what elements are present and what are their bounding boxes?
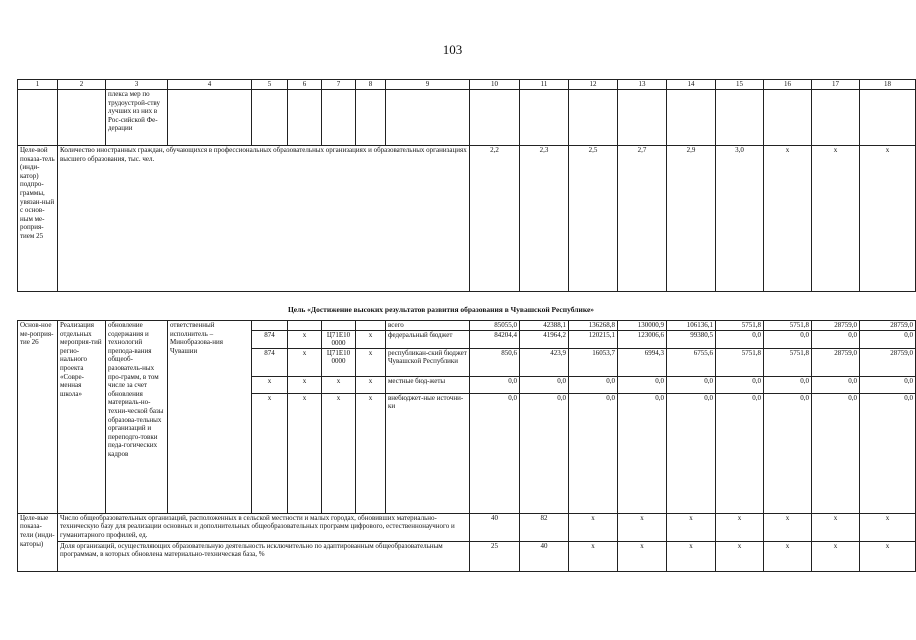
funding-amount: 0,0 [812, 330, 860, 348]
funding-amount: 85055,0 [470, 321, 520, 331]
goal-title: Цель «Достижение высоких результатов развития образования в Чувашской Республике» [287, 305, 595, 314]
measure-content: обновление содержания и технологий препода-вания общеоб-разователь-ных про-грамм, в том числе за счет обновления материаль-но-техни-ческой базы образова-тельных организаций и переподго-товки педа-гогических кадров [106, 321, 168, 514]
funding-amount: 850,6 [470, 348, 520, 376]
indicator-value: 2,2 [470, 146, 520, 292]
column-number: 16 [764, 80, 812, 90]
indicator-value: x [812, 513, 860, 541]
indicator-value: 25 [470, 541, 520, 571]
budget-code: x [288, 393, 322, 513]
funding-amount: 0,0 [716, 330, 764, 348]
funding-amount: 28759,0 [860, 321, 916, 331]
indicator-value: x [716, 513, 764, 541]
indicator-text: Число общеобразовательных организаций, расположенных в сельской местности и малых городах, обновивших материально-техническую базу для реализации основных и дополнительных общеобразовательных программ цифрового, естественнонаучного и гуманитарного профилей, ед. [58, 513, 470, 541]
budget-code [252, 321, 288, 331]
funding-amount: 0,0 [667, 376, 716, 393]
funding-amount: 28759,0 [812, 321, 860, 331]
column-number-header [18, 80, 916, 90]
funding-amount: 0,0 [470, 393, 520, 513]
indicator-value: 82 [520, 513, 569, 541]
column-number: 13 [618, 80, 667, 90]
funding-amount: 0,0 [569, 393, 618, 513]
budget-code: x [288, 376, 322, 393]
indicator-value: x [764, 541, 812, 571]
column-number: 3 [106, 80, 168, 90]
indicator-row [18, 541, 916, 571]
column-number: 2 [58, 80, 106, 90]
funding-amount: 99380,5 [667, 330, 716, 348]
indicator-value: x [618, 513, 667, 541]
funding-amount: 0,0 [764, 376, 812, 393]
column-number: 5 [252, 80, 288, 90]
column-number: 11 [520, 80, 569, 90]
indicator-value: x [569, 513, 618, 541]
funding-amount: 28759,0 [812, 348, 860, 376]
column-number: 10 [470, 80, 520, 90]
funding-amount: 0,0 [569, 376, 618, 393]
indicator-value: x [812, 146, 860, 292]
funding-amount: 0,0 [520, 393, 569, 513]
funding-source: всего [386, 321, 470, 331]
budget-code: x [356, 393, 386, 513]
budget-code: Ц71Е10 0000 [322, 330, 356, 348]
indicator-label: Целе-вые показа-тели (инди-каторы) [18, 513, 58, 571]
indicator-value: x [667, 513, 716, 541]
budget-code: x [322, 393, 356, 513]
funding-amount: 0,0 [812, 376, 860, 393]
funding-amount: 28759,0 [860, 348, 916, 376]
program-table-lower [17, 320, 916, 572]
indicator-value: x [764, 146, 812, 292]
budget-code: x [252, 376, 288, 393]
measure-number: Основ-ное ме-роприя-тие 26 [18, 321, 58, 514]
column-number: 9 [386, 80, 470, 90]
column-number: 4 [168, 80, 252, 90]
funding-source: внебюджет-ные источни-ки [386, 393, 470, 513]
funding-amount: 120215,1 [569, 330, 618, 348]
funding-amount: 106136,1 [667, 321, 716, 331]
funding-amount: 0,0 [520, 376, 569, 393]
funding-amount: 423,9 [520, 348, 569, 376]
funding-amount: 41964,2 [520, 330, 569, 348]
indicator-row-25 [18, 146, 916, 292]
budget-code: x [356, 330, 386, 348]
indicator-value: x [860, 146, 916, 292]
funding-amount: 16053,7 [569, 348, 618, 376]
funding-row [18, 321, 916, 331]
indicator-value: 2,7 [618, 146, 667, 292]
indicator-value: x [667, 541, 716, 571]
funding-amount: 0,0 [618, 376, 667, 393]
budget-code [322, 321, 356, 331]
column-number: 1 [18, 80, 58, 90]
measure-name: Реализация отдельных мероприя-тий регио-нального проекта «Совре-менная школа» [58, 321, 106, 514]
funding-source: местные бюд-жеты [386, 376, 470, 393]
funding-amount: 0,0 [764, 393, 812, 513]
column-number: 8 [356, 80, 386, 90]
budget-code [356, 321, 386, 331]
indicator-value: x [569, 541, 618, 571]
funding-amount: 84204,4 [470, 330, 520, 348]
funding-amount: 130000,9 [618, 321, 667, 331]
column-number: 14 [667, 80, 716, 90]
funding-source: республикан-ский бюджет Чувашской Республики [386, 348, 470, 376]
column-number: 6 [288, 80, 322, 90]
budget-code: x [288, 330, 322, 348]
funding-amount: 5751,8 [764, 348, 812, 376]
budget-code: x [322, 376, 356, 393]
budget-code [288, 321, 322, 331]
funding-amount: 0,0 [764, 330, 812, 348]
indicator-label: Целе-вой показа-тель (инди-катор) подпро-граммы, увязан-ный с основ-ным ме-роприя-тием 25 [18, 146, 58, 292]
funding-amount: 136268,8 [569, 321, 618, 331]
program-table-upper [17, 79, 916, 292]
column-number: 12 [569, 80, 618, 90]
budget-code: x [356, 348, 386, 376]
funding-source: федеральный бюджет [386, 330, 470, 348]
funding-amount: 0,0 [860, 393, 916, 513]
column-number: 7 [322, 80, 356, 90]
column-number: 17 [812, 80, 860, 90]
column-number: 15 [716, 80, 764, 90]
funding-amount: 0,0 [860, 330, 916, 348]
funding-amount: 6755,6 [667, 348, 716, 376]
budget-code: x [288, 348, 322, 376]
indicator-value: x [618, 541, 667, 571]
funding-amount: 0,0 [860, 376, 916, 393]
indicator-text: Количество иностранных граждан, обучающихся в профессиональных образовательных организациях и образовательных организациях высшего образования, тыс. чел. [58, 146, 470, 292]
continued-row [18, 90, 916, 146]
funding-amount: 5751,8 [716, 321, 764, 331]
indicator-value: x [812, 541, 860, 571]
indicator-value: 40 [470, 513, 520, 541]
funding-amount: 5751,8 [764, 321, 812, 331]
page-number: 103 [442, 42, 463, 57]
indicator-value: x [860, 541, 916, 571]
funding-amount: 0,0 [716, 376, 764, 393]
budget-code: Ц71Е10 0000 [322, 348, 356, 376]
funding-amount: 123006,6 [618, 330, 667, 348]
indicator-value: 40 [520, 541, 569, 571]
funding-amount: 6994,3 [618, 348, 667, 376]
indicator-value: 2,3 [520, 146, 569, 292]
indicator-value: 2,5 [569, 146, 618, 292]
indicator-value: 2,9 [667, 146, 716, 292]
budget-code: x [252, 393, 288, 513]
indicator-value: 3,0 [716, 146, 764, 292]
funding-amount: 0,0 [812, 393, 860, 513]
indicator-value: x [764, 513, 812, 541]
column-number: 18 [860, 80, 916, 90]
funding-amount: 0,0 [470, 376, 520, 393]
indicator-text: Доля организаций, осуществляющих образовательную деятельность исключительно по адаптированным общеобразовательным программам, в которых обновлена материально-техническая база, % [58, 541, 470, 571]
indicator-value: x [860, 513, 916, 541]
funding-amount: 42388,1 [520, 321, 569, 331]
funding-amount: 0,0 [618, 393, 667, 513]
budget-code: 874 [252, 348, 288, 376]
funding-amount: 0,0 [716, 393, 764, 513]
budget-code: x [356, 376, 386, 393]
measure-executor: ответственный исполнитель – Минобразова-ния Чувашии [168, 321, 252, 514]
indicator-value: x [716, 541, 764, 571]
budget-code: 874 [252, 330, 288, 348]
funding-amount: 0,0 [667, 393, 716, 513]
continued-row-description: плекса мер по трудоустрой-ству лучших из них в Рос-сийской Фе-дерации [106, 90, 168, 146]
indicator-row [18, 513, 916, 541]
funding-amount: 5751,8 [716, 348, 764, 376]
